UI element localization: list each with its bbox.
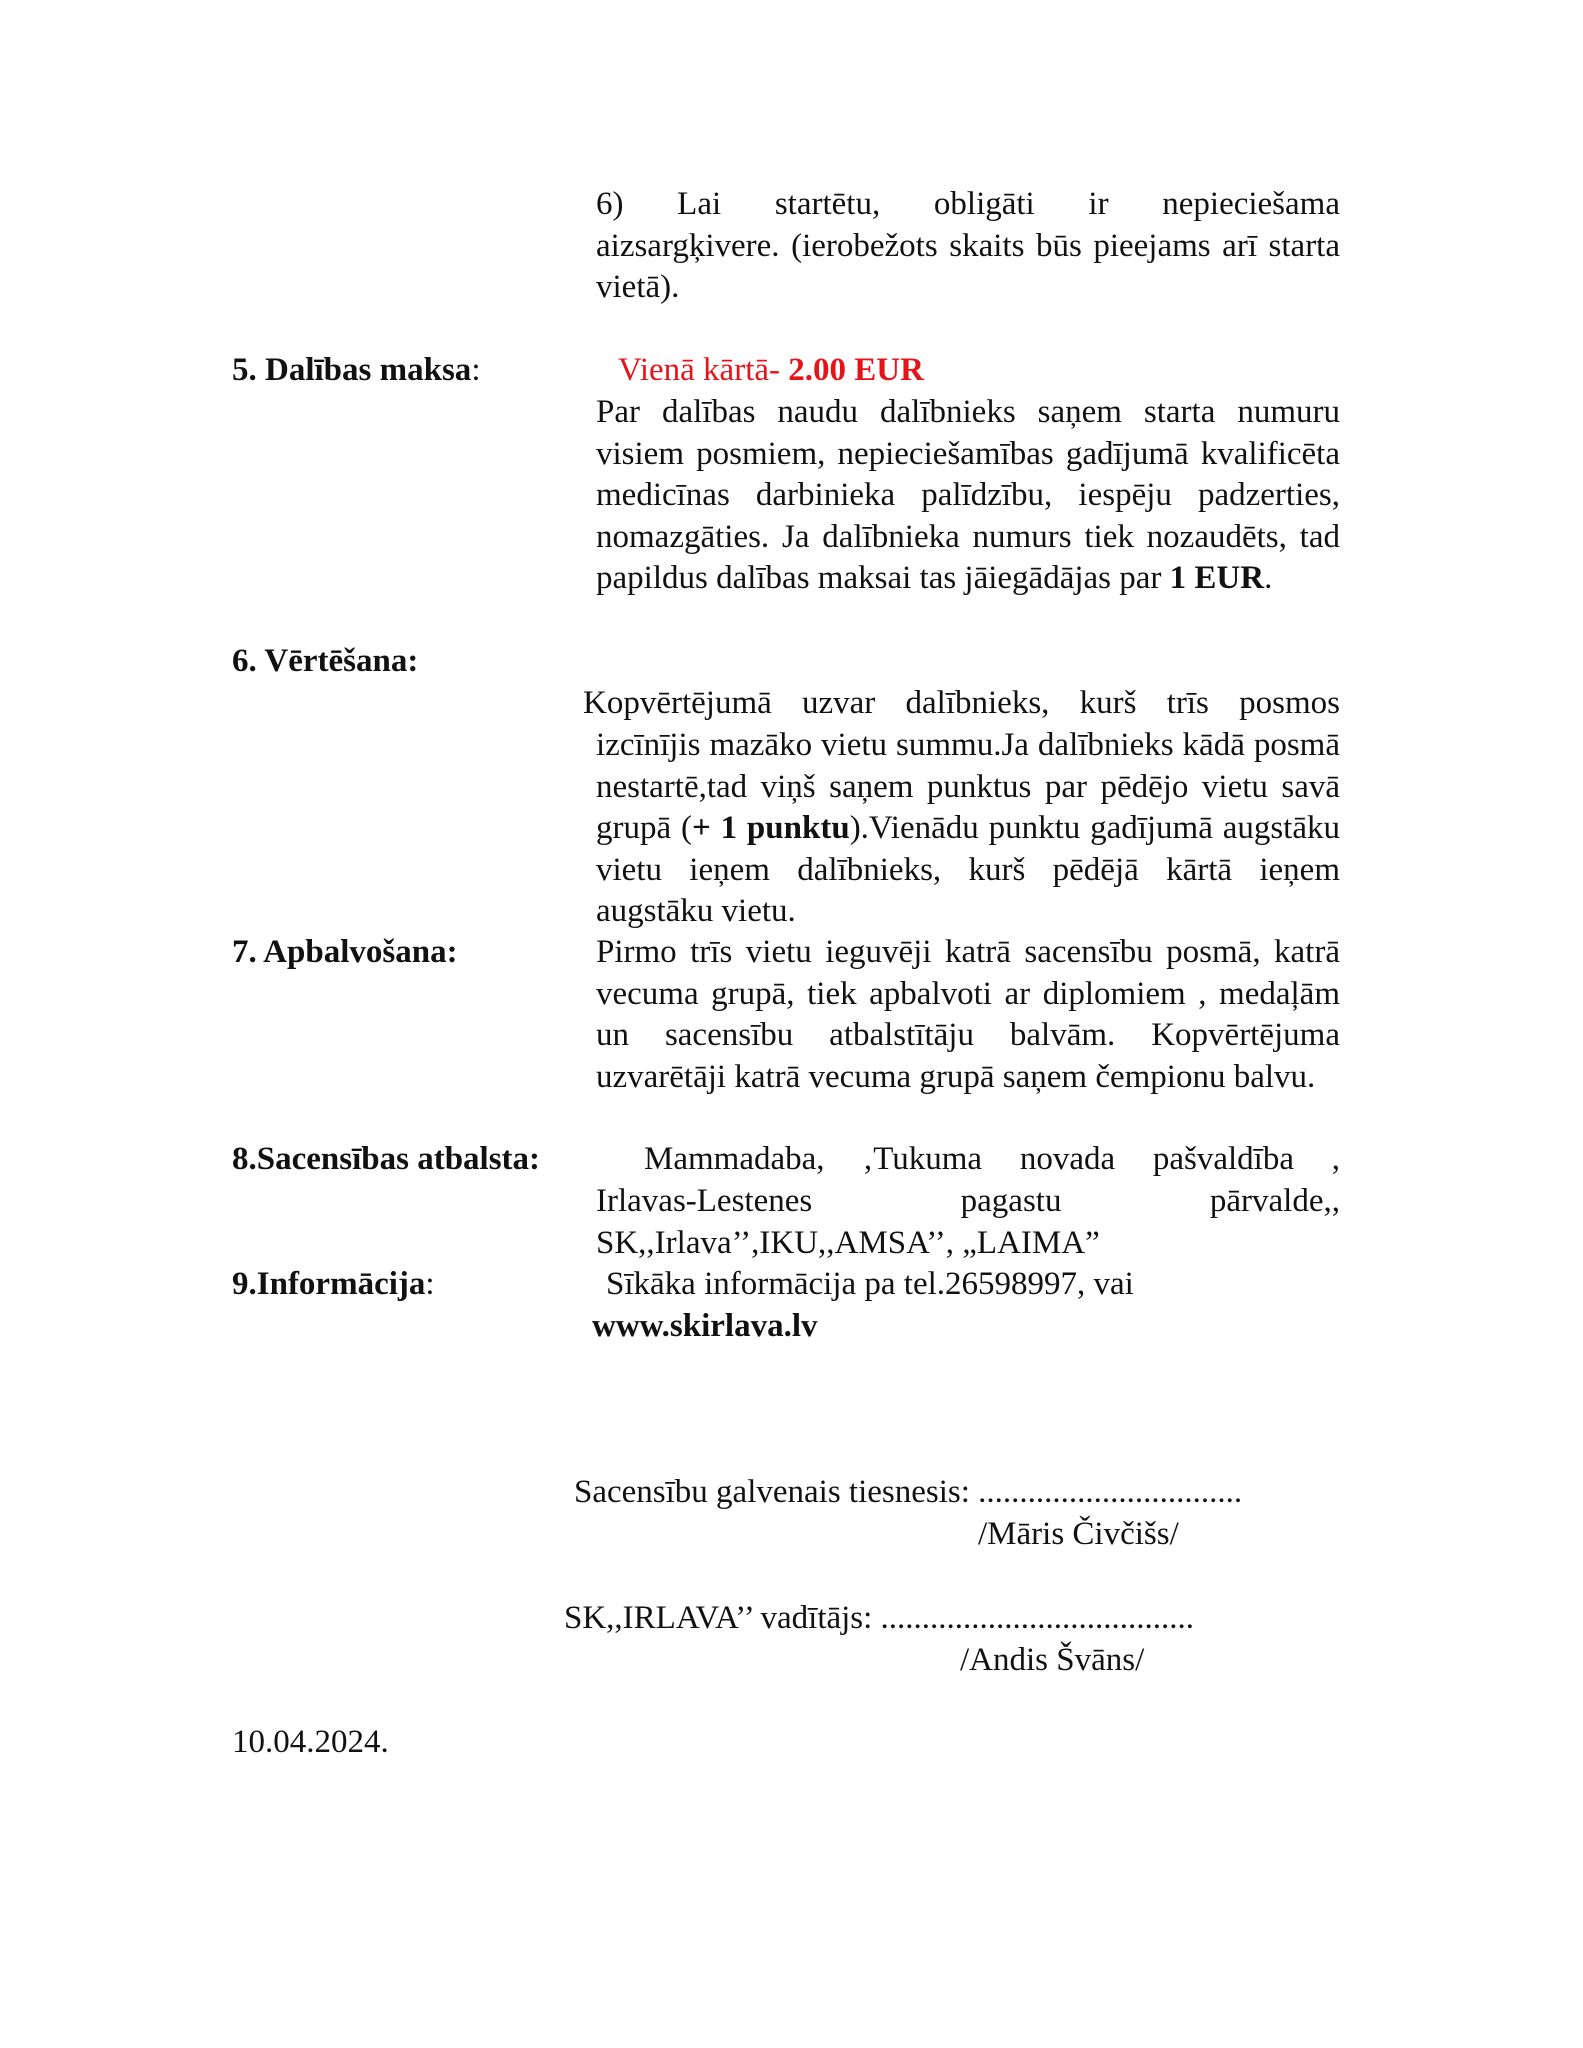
- fee-label: 5. Dalības maksa:: [232, 352, 481, 388]
- support-line2: Irlavas-Lestenes pagastu pārvalde,,: [596, 1183, 1340, 1219]
- item-6-text: [596, 184, 1340, 309]
- item-6-rest: aizsargķivere. (ierobežots skaits būs pieejams arī starta vietā).: [596, 227, 1340, 305]
- scoring-penalty: + 1 punktu: [691, 810, 850, 846]
- fee-lost-number-price: 1 EUR: [1169, 560, 1265, 596]
- support-label: 8.Sacensības atbalsta:: [232, 1141, 541, 1177]
- scoring-label: 6. Vērtēšana:: [232, 643, 419, 679]
- info-label-colon: :: [425, 1266, 435, 1302]
- support-line1: Mammadaba, ‚Tukuma novada pašvaldība ,: [644, 1141, 1340, 1177]
- judge-signature-line: Sacensību galvenais tiesnesis: ................................: [574, 1474, 1243, 1510]
- support-line3: SK,,Irlava’’,IKU,,AMSA’’, „LAIMA”: [596, 1225, 1100, 1261]
- fee-price-text: Vienā kārtā-: [618, 352, 789, 388]
- leader-name: /Andis Švāns/: [960, 1642, 1145, 1678]
- item-6-line1: 6) Lai startētu, obligāti ir nepieciešama: [596, 186, 1340, 222]
- fee-label-colon: :: [471, 352, 481, 388]
- fee-description: Par dalības naudu dalībnieks saņem starta numuru visiem posmiem, nepieciešamības gadījumā kvalificēta medicīnas darbinieka palīdzību, iespēju padzerties, nomazgāties. Ja dalībnieka numurs tiek nozaudēts, tad papildus dalības maksai tas jāiegādājas par 1 EUR.: [596, 394, 1340, 596]
- scoring-first-line: Kopvērtējumā uzvar dalībnieks, kurš trīs posmos: [583, 685, 1340, 721]
- judge-name: /Māris Čivčišs/: [978, 1516, 1179, 1552]
- leader-signature-line: SK,,IRLAVA’’ vadītājs: ......................................: [564, 1600, 1195, 1636]
- scoring-description: izcīnījis mazāko vietu summu.Ja dalībnieks kādā posmā nestartē,tad viņš saņem punktus par pēdējo vietu savā grupā (+ 1 punktu).Vienādu punktu gadījumā augstāku vietu ieņem dalībnieks, kurš pēdējā kārtā ieņem augstāku vietu.: [596, 727, 1340, 929]
- document-date: 10.04.2024.: [232, 1724, 389, 1760]
- info-label: 9.Informācija:: [232, 1266, 435, 1302]
- awards-description: Pirmo trīs vietu ieguvēji katrā sacensību posmā, katrā vecuma grupā, tiek apbalvoti ar diplomiem , medaļām un sacensību atbalstītāju balvām. Kopvērtējuma uzvarētāji katrā vecuma grupā saņem čempionu balvu.: [596, 934, 1340, 1095]
- fee-price: [618, 350, 924, 392]
- fee-price-value: 2.00 EUR: [788, 352, 924, 388]
- awards-label: 7. Apbalvošana:: [232, 934, 458, 970]
- info-text: Sīkāka informācija pa tel.26598997, vai: [606, 1266, 1134, 1302]
- info-website-link[interactable]: www.skirlava.lv: [592, 1308, 818, 1344]
